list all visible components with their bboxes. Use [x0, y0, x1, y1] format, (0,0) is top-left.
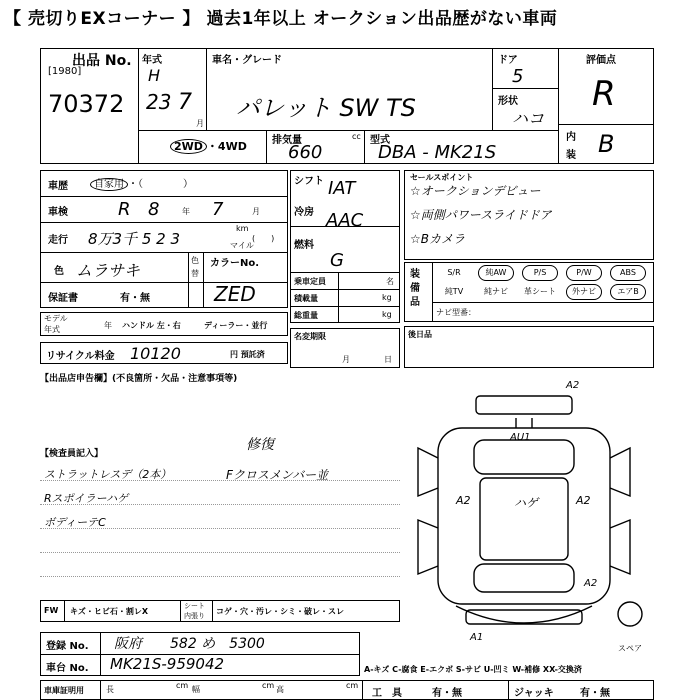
inspection-era: R [118, 199, 131, 220]
recycle-unit: 円 預託済 [230, 350, 265, 359]
inspector-label: 【検査員記入】 [40, 449, 104, 459]
warranty-label: 保証書 [48, 293, 78, 304]
lot-label: 出品 No. [72, 53, 132, 69]
equip-aw: 純AW [478, 265, 514, 281]
sales-point-2: ☆両側パワースライドドア [410, 208, 552, 222]
year-month: 7 [178, 90, 192, 115]
registration-label: 登録 No. [46, 641, 89, 652]
equip-pw: P/W [566, 265, 602, 281]
interior-label-top: 内 [566, 132, 576, 143]
tools-label: 工 具 [372, 688, 402, 699]
displacement-value: 660 [288, 142, 323, 163]
equipment-label [410, 268, 424, 310]
inspection-year-unit: 年 [182, 207, 190, 216]
score-label: 評価点 [586, 55, 616, 66]
garage-cert-label: 車庫証明用 [44, 686, 84, 695]
equip-ext-navi: 外ナビ [566, 284, 602, 300]
mileage-unit-km: km [236, 224, 249, 233]
drive-selector [170, 138, 247, 154]
seat-label-top: シート [184, 602, 205, 610]
chassis-label: 車台 No. [46, 663, 89, 674]
inspection-year: 8 [148, 199, 160, 220]
length-label: 長 [106, 685, 114, 694]
history-value [90, 175, 193, 190]
inspector-repair-note: Fクロスメンバー並 [226, 468, 329, 482]
history-tail: ・（ ） [128, 179, 193, 190]
inspection-label: 車検 [48, 207, 68, 218]
steering-year-label: 年式 [44, 325, 60, 334]
sales-point-1: ☆オークションデビュー [410, 184, 541, 198]
inspector-item-2: Rスポイラーハゲ [44, 492, 129, 505]
displacement-label: 排気量 [272, 135, 302, 146]
chassis-value: MK21S-959042 [110, 655, 225, 673]
navi-model-label: ナビ型番： [436, 308, 476, 317]
year-month-unit: 月 [196, 119, 204, 128]
drive-4wd: 4WD [217, 140, 247, 153]
post-date-label: 後日品 [408, 330, 432, 339]
color-no-value: ZED [214, 282, 256, 306]
fw-items: キズ・ヒビ石・割レX [70, 607, 149, 616]
shift-value: IAT [328, 178, 356, 199]
year-label: 年式 [142, 55, 162, 66]
model-label: 車名・グレード [212, 55, 282, 66]
name-change-month: 月 [342, 355, 350, 364]
mark-6: A2 [584, 578, 598, 589]
warranty-value: 有・無 [120, 293, 150, 304]
type-value: DBA - MK21S [378, 142, 497, 163]
weight-unit: kg [382, 310, 392, 319]
lot-number: 70372 [48, 90, 125, 118]
doors-value: 5 [512, 66, 524, 87]
inspector-item-3: ボディーテC [44, 516, 106, 529]
sales-points-label: セールスポイント [410, 173, 474, 182]
mark-1: A2 [566, 380, 580, 391]
history-selected: 自家用 [90, 178, 128, 191]
shift-label: シフト [294, 176, 324, 187]
damage-code-legend: A-キズ C-腐食 E-エクボ S-サビ U-凹ミ W-補修 XX-交換済 [364, 665, 582, 674]
ac-label: 冷房 [294, 207, 314, 218]
load-label: 積載量 [294, 294, 318, 303]
tools-value: 有・無 [432, 688, 462, 699]
weight-label: 総重量 [294, 311, 318, 320]
equip-seat: 革シート [524, 287, 556, 296]
color-label: 色 [54, 266, 64, 277]
mark-2: AU1 [510, 432, 531, 443]
year-value: 23 [146, 90, 172, 114]
name-change-label: 名変期限 [294, 332, 326, 341]
inspection-month-unit: 月 [252, 207, 260, 216]
equipment-label-text: 装備品 [410, 269, 420, 308]
equip-sr: S/R [447, 268, 461, 277]
displacement-unit: cc [352, 132, 361, 141]
mileage-value: 8万3千 5 2 3 [88, 230, 181, 248]
declaration-label: 【出品店申告欄】(不良箇所・欠品・注意事項等) [40, 374, 238, 384]
fuel-value: G [330, 250, 344, 271]
type-label: 型式 [370, 135, 390, 146]
inspector-note-top: 修復 [246, 437, 274, 453]
score-value: R [592, 74, 616, 114]
color-value: ムラサキ [76, 261, 141, 280]
seat-items: コゲ・穴・汚レ・シミ・破レ・スレ [216, 607, 344, 616]
equip-airbag: エアB [610, 284, 646, 300]
history-label: 車歴 [48, 181, 68, 192]
recycle-value: 10120 [130, 344, 181, 363]
fuel-label: 燃料 [294, 240, 314, 251]
post-date-box [404, 326, 654, 368]
steering-dealer: ディーラー・並行 [204, 321, 268, 330]
banner: 【 売切りEXコーナー 】 過去1年以上 オークション出品歴がない車両 [0, 0, 700, 32]
color-change-top: 色 [191, 256, 199, 265]
equip-abs: ABS [610, 265, 646, 281]
equip-navi: 純ナビ [484, 287, 508, 296]
mark-5: A2 [576, 494, 591, 507]
steering-handle: ハンドル 左・右 [122, 321, 181, 330]
steering-model-label: モデル [44, 314, 68, 323]
drive-2wd: 2WD [170, 139, 207, 154]
load-unit: kg [382, 293, 392, 302]
height-unit: cm [346, 681, 359, 690]
registration-value: 阪府 582 め 5300 [114, 636, 265, 652]
height-label: 高 [276, 685, 284, 694]
inspector-item-1: ストラットレスデ（2本） [44, 468, 172, 481]
width-label: 幅 [192, 685, 200, 694]
shape-label: 形状 [498, 96, 518, 107]
inspection-month: 7 [212, 199, 224, 220]
name-change-day: 日 [384, 355, 392, 364]
length-unit: cm [176, 681, 189, 690]
color-no-label: カラーNo. [210, 258, 260, 269]
capacity-label: 乗車定員 [294, 277, 326, 286]
mileage-label: 走行 [48, 235, 68, 246]
capacity-unit: 名 [386, 277, 394, 286]
shape-value: ハコ [512, 109, 545, 128]
seat-label-bottom: 内張り [184, 612, 205, 620]
year-era: H [148, 66, 161, 85]
equip-tv: 純TV [444, 287, 464, 296]
steering-year-unit: 年 [104, 321, 112, 330]
jack-label: ジャッキ [514, 688, 554, 699]
sales-point-3: ☆Bカメラ [410, 232, 465, 246]
interior-value: B [598, 130, 615, 158]
width-unit: cm [262, 681, 275, 690]
ac-value: AAC [326, 210, 364, 231]
color-change-bottom: 替 [191, 269, 199, 278]
mark-7: A1 [470, 632, 484, 643]
mark-4: ハゲ [514, 496, 539, 510]
doors-label: ドア [498, 55, 518, 66]
model-value: パレット SW TS [236, 94, 416, 122]
mileage-paren: ( ) [252, 234, 275, 243]
lot-small-no: [1980] [48, 66, 82, 77]
fw-label: FW [44, 606, 59, 615]
drive-sep: ・ [206, 140, 218, 153]
equip-ps: P/S [522, 265, 558, 281]
jack-value: 有・無 [580, 688, 610, 699]
mark-3: A2 [456, 494, 471, 507]
recycle-label: リサイクル料金 [46, 351, 115, 362]
interior-label-bottom: 装 [566, 150, 576, 161]
spare-label: スペア [618, 644, 642, 653]
mileage-unit-mile: マイル [230, 241, 254, 250]
